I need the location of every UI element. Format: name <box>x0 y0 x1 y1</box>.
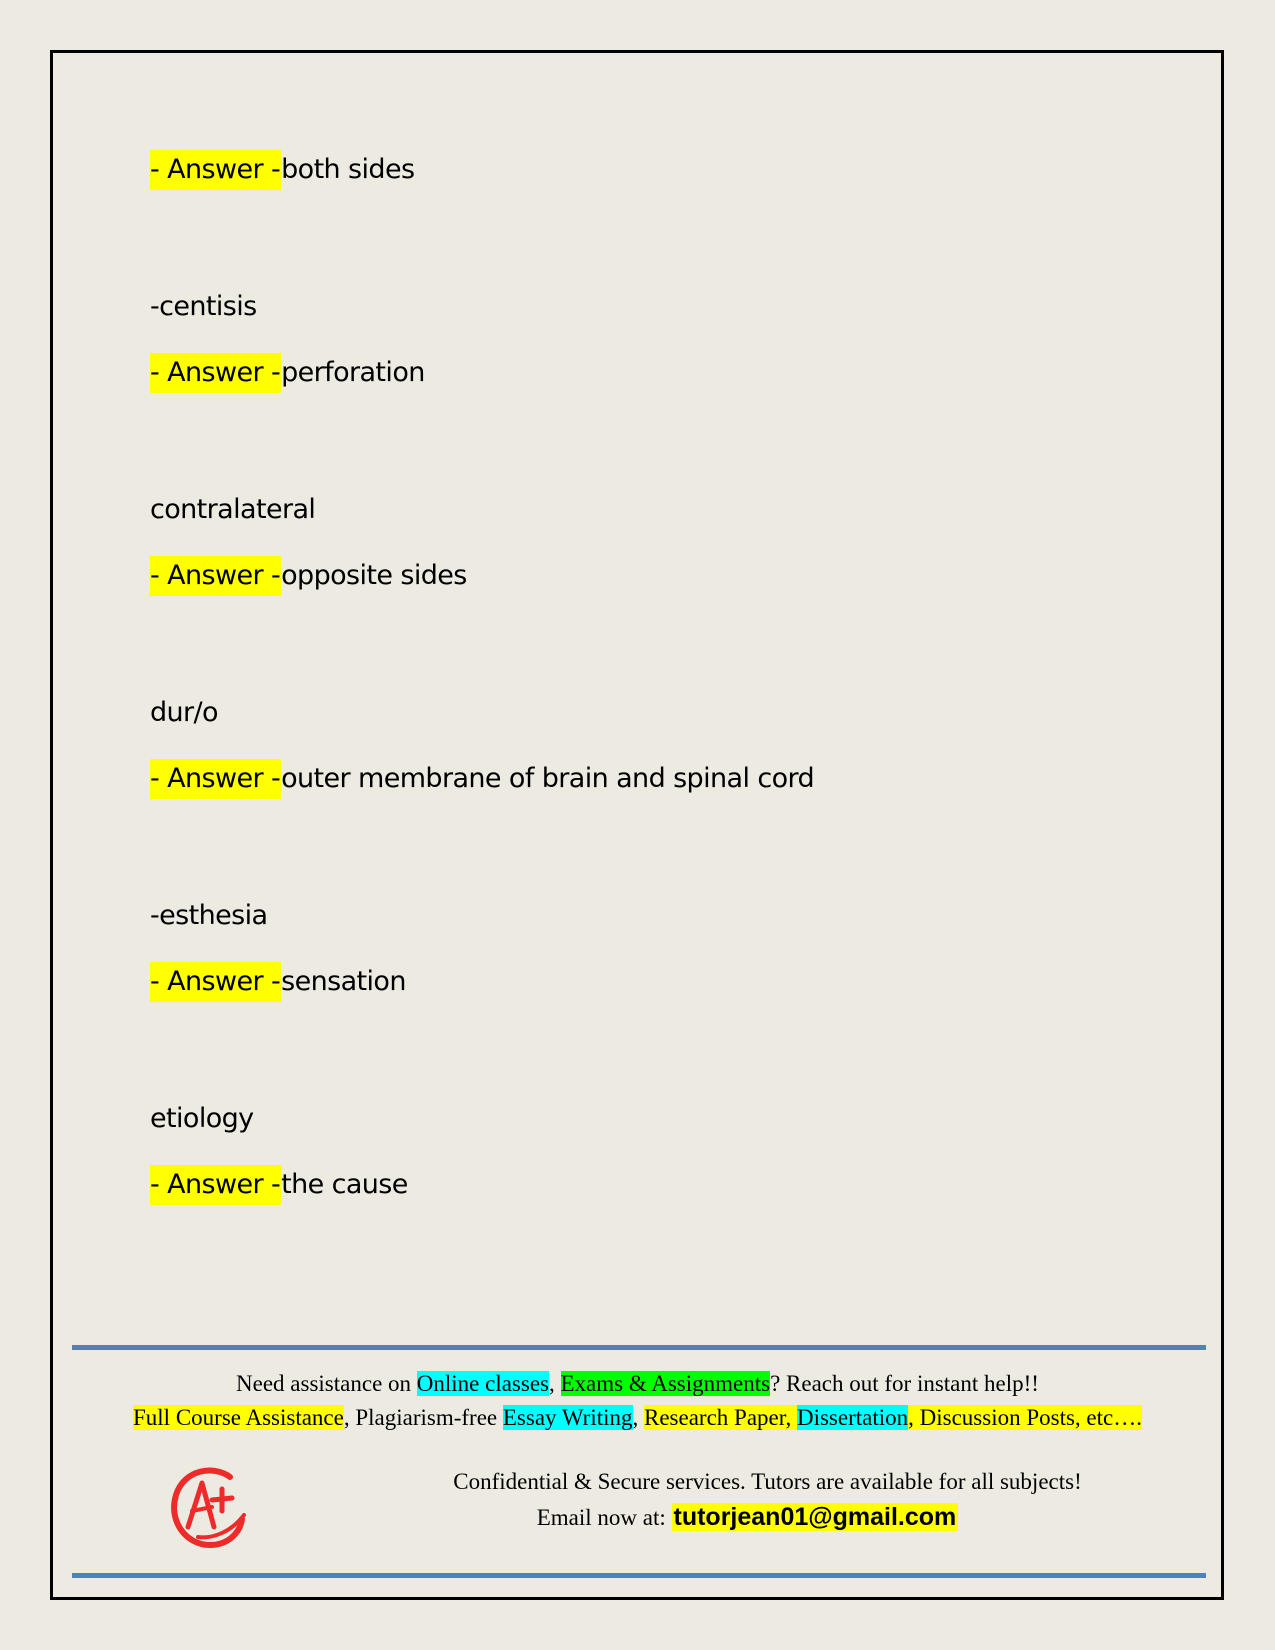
answer-label: - Answer - <box>150 150 281 190</box>
answer-line <box>150 556 467 596</box>
footer-text: , <box>632 1405 644 1430</box>
footer-bottom-rule <box>72 1573 1206 1578</box>
term-line: etiology <box>150 1103 254 1134</box>
answer-text: the cause <box>281 1169 408 1200</box>
answer-label: - Answer - <box>150 962 281 1002</box>
online-classes-highlight: Online classes <box>416 1371 549 1396</box>
discussion-posts-highlight: , Discussion Posts, etc…. <box>908 1405 1142 1430</box>
footer-text: , Plagiarism-free <box>343 1405 503 1430</box>
footer-line-3: Confidential & Secure services. Tutors are available for all subjects! <box>453 1469 1082 1494</box>
exams-highlight: Exams & Assignments <box>560 1371 771 1396</box>
answer-line <box>150 150 414 190</box>
answer-label: - Answer - <box>150 556 281 596</box>
answer-text: perforation <box>281 357 425 388</box>
answer-line <box>150 353 425 393</box>
answer-text: opposite sides <box>281 560 467 591</box>
answer-line <box>150 759 814 799</box>
footer-line-2 <box>60 1401 1215 1435</box>
answer-text: sensation <box>281 966 406 997</box>
answer-label: - Answer - <box>150 353 281 393</box>
email-link[interactable]: tutorjean01@gmail.com <box>673 1503 957 1531</box>
term-line: -esthesia <box>150 900 268 931</box>
full-course-highlight: Full Course Assistance <box>133 1405 344 1430</box>
footer-text: ? Reach out for instant help!! <box>770 1371 1039 1396</box>
answer-text: both sides <box>281 154 415 185</box>
footer-top-rule <box>72 1345 1206 1350</box>
term-line: -centisis <box>150 291 257 322</box>
footer-line-1 <box>60 1367 1215 1401</box>
answer-line <box>150 1165 408 1205</box>
essay-writing-highlight: Essay Writing <box>502 1405 633 1430</box>
research-paper-highlight: Research Paper, <box>644 1405 797 1430</box>
term-line: dur/o <box>150 697 218 728</box>
answer-line <box>150 962 406 1002</box>
footer-text: Need assistance on <box>236 1371 417 1396</box>
answer-label: - Answer - <box>150 759 281 799</box>
dissertation-highlight: Dissertation <box>796 1405 909 1430</box>
answer-label: - Answer - <box>150 1165 281 1205</box>
answer-text: outer membrane of brain and spinal cord <box>281 763 815 794</box>
footer-text: , <box>549 1371 561 1396</box>
email-prefix: Email now at: <box>536 1505 672 1530</box>
term-line: contralateral <box>150 494 316 525</box>
footer-line-4 <box>170 1500 1275 1535</box>
